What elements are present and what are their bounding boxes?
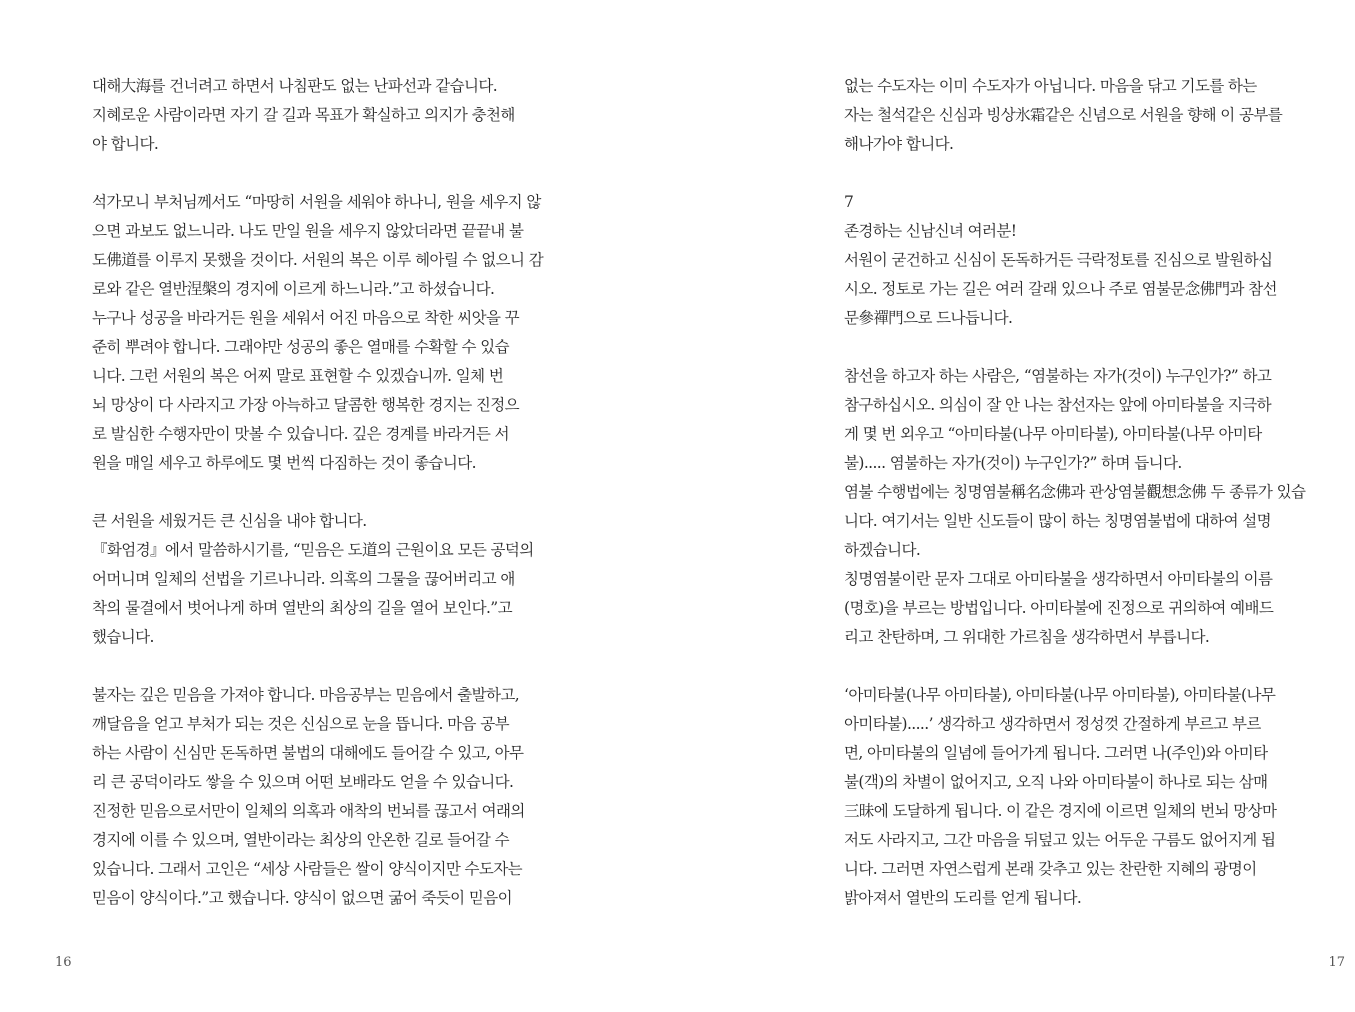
text-line: (명호)을 부르는 방법입니다. 아미타불에 진정으로 귀의하여 예배드 [844,599,1274,617]
paragraph-gap [92,478,568,507]
right-page-text [844,72,1318,913]
text-line: 석가모니 부처님께서도 “마땅히 서원을 세워야 하나니, 원을 세우지 않 [92,193,541,211]
text-line: 존경하는 신남신녀 여러분! [844,222,1017,240]
paragraph-gap [92,159,568,188]
text-line: 뇌 망상이 다 사라지고 가장 아늑하고 달콤한 행복한 경지는 진정으 [92,396,520,414]
text-line: 하는 사람이 신심만 돈독하면 불법의 대해에도 들어갈 수 있고, 아무 [92,744,524,762]
text-line: 경지에 이를 수 있으며, 열반이라는 최상의 안온한 길로 들어갈 수 [92,831,509,849]
paragraph-gap [844,159,1318,188]
text-line: 니다. 그러면 자연스럽게 본래 갖추고 있는 찬란한 지혜의 광명이 [844,860,1257,878]
text-line: 해나가야 합니다. [844,135,954,153]
text-line: 염불 수행법에는 칭명염불稱名念佛과 관상염불觀想念佛 두 종류가 있습 [844,483,1306,501]
text-line: 아미타불).....’ 생각하고 생각하면서 정성껏 간절하게 부르고 부르 [844,715,1261,733]
text-line: 불(객)의 차별이 없어지고, 오직 나와 아미타불이 하나로 되는 삼매 [844,773,1268,791]
text-line: 三昧에 도달하게 됩니다. 이 같은 경지에 이르면 일체의 번뇌 망상마 [844,802,1277,820]
text-line: 문參禪門으로 드나듭니다. [844,309,1013,327]
text-line: 참구하십시오. 의심이 잘 안 나는 참선자는 앞에 아미타불을 지극하 [844,396,1272,414]
right-page [678,0,1355,1012]
text-line: 참선을 하고자 하는 사람은, “염불하는 자가(것이) 누구인가?” 하고 [844,367,1272,385]
text-line: 니다. 그런 서원의 복은 어찌 말로 표현할 수 있겠습니까. 일체 번 [92,367,504,385]
text-line: 불자는 깊은 믿음을 가져야 합니다. 마음공부는 믿음에서 출발하고, [92,686,520,704]
paragraph-gap [92,652,568,681]
text-line: 자는 철석같은 신심과 빙상氷霜같은 신념으로 서원을 향해 이 공부를 [844,106,1283,124]
text-line: 깨달음을 얻고 부처가 되는 것은 신심으로 눈을 뜹니다. 마음 공부 [92,715,509,733]
text-line: 밝아져서 열반의 도리를 얻게 됩니다. [844,889,1082,907]
text-line: 도佛道를 이루지 못했을 것이다. 서원의 복은 이루 헤아릴 수 없으니 감 [92,251,544,269]
left-page [0,0,677,1012]
text-line: 로 발심한 수행자만이 맛볼 수 있습니다. 깊은 경계를 바라거든 서 [92,425,509,443]
text-line: 으면 과보도 없느니라. 나도 만일 원을 세우지 않았더라면 끝끝내 불 [92,222,524,240]
text-line: 시오. 정토로 가는 길은 여러 갈래 있으나 주로 염불문念佛門과 참선 [844,280,1277,298]
text-line: 없는 수도자는 이미 수도자가 아닙니다. 마음을 닦고 기도를 하는 [844,77,1257,95]
left-page-number: 16 [55,955,72,970]
text-line: 리고 찬탄하며, 그 위대한 가르침을 생각하면서 부릅니다. [844,628,1210,646]
text-line: 『화엄경』에서 말씀하시기를, “믿음은 도道의 근원이요 모든 공덕의 [92,541,534,559]
text-line: 야 합니다. [92,135,159,153]
text-line: 불)..... 염불하는 자가(것이) 누구인가?” 하며 듭니다. [844,454,1182,472]
text-line: 큰 서원을 세웠거든 큰 신심을 내야 합니다. [92,512,367,530]
text-line: 준히 뿌려야 합니다. 그래야만 성공의 좋은 열매를 수확할 수 있습 [92,338,509,356]
text-line: 착의 물결에서 벗어나게 하며 열반의 최상의 길을 열어 보인다.”고 [92,599,512,617]
text-line: 했습니다. [92,628,154,646]
left-page-text [92,72,568,913]
text-line: 대해大海를 건너려고 하면서 나침판도 없는 난파선과 같습니다. [92,77,498,95]
text-line: 원을 매일 세우고 하루에도 몇 번씩 다짐하는 것이 좋습니다. [92,454,476,472]
text-line: 리 큰 공덕이라도 쌓을 수 있으며 어떤 보배라도 얻을 수 있습니다. [92,773,514,791]
text-line: 지혜로운 사람이라면 자기 갈 길과 목표가 확실하고 의지가 충천해 [92,106,515,124]
text-line: 어머니며 일체의 선법을 기르나니라. 의혹의 그물을 끊어버리고 애 [92,570,515,588]
right-page-number: 17 [1328,955,1345,970]
text-line: 진정한 믿음으로서만이 일체의 의혹과 애착의 번뇌를 끊고서 여래의 [92,802,525,820]
text-line: 로와 같은 열반涅槃의 경지에 이르게 하느니라.”고 하셨습니다. [92,280,495,298]
text-line: 칭명염불이란 문자 그대로 아미타불을 생각하면서 아미타불의 이름 [844,570,1273,588]
text-line: 면, 아미타불의 일념에 들어가게 됩니다. 그러면 나(주인)와 아미타 [844,744,1268,762]
text-line: 7 [844,193,854,211]
text-line: 저도 사라지고, 그간 마음을 뒤덮고 있는 어두운 구름도 없어지게 됩 [844,831,1276,849]
text-line: 있습니다. 그래서 고인은 “세상 사람들은 쌀이 양식이지만 수도자는 [92,860,523,878]
paragraph-gap [844,333,1318,362]
paragraph-gap [844,652,1318,681]
text-line: ‘아미타불(나무 아미타불), 아미타불(나무 아미타불), 아미타불(나무 [844,686,1276,704]
text-line: 니다. 여기서는 일반 신도들이 많이 하는 칭명염불법에 대하여 설명 [844,512,1272,530]
text-line: 누구나 성공을 바라거든 원을 세워서 어진 마음으로 착한 씨앗을 꾸 [92,309,520,327]
text-line: 서원이 굳건하고 신심이 돈독하거든 극락정토를 진심으로 발원하십 [844,251,1273,269]
text-line: 하겠습니다. [844,541,921,559]
text-line: 게 몇 번 외우고 “아미타불(나무 아미타불), 아미타불(나무 아미타 [844,425,1262,443]
text-line: 믿음이 양식이다.”고 했습니다. 양식이 없으면 굶어 죽듯이 믿음이 [92,889,512,907]
